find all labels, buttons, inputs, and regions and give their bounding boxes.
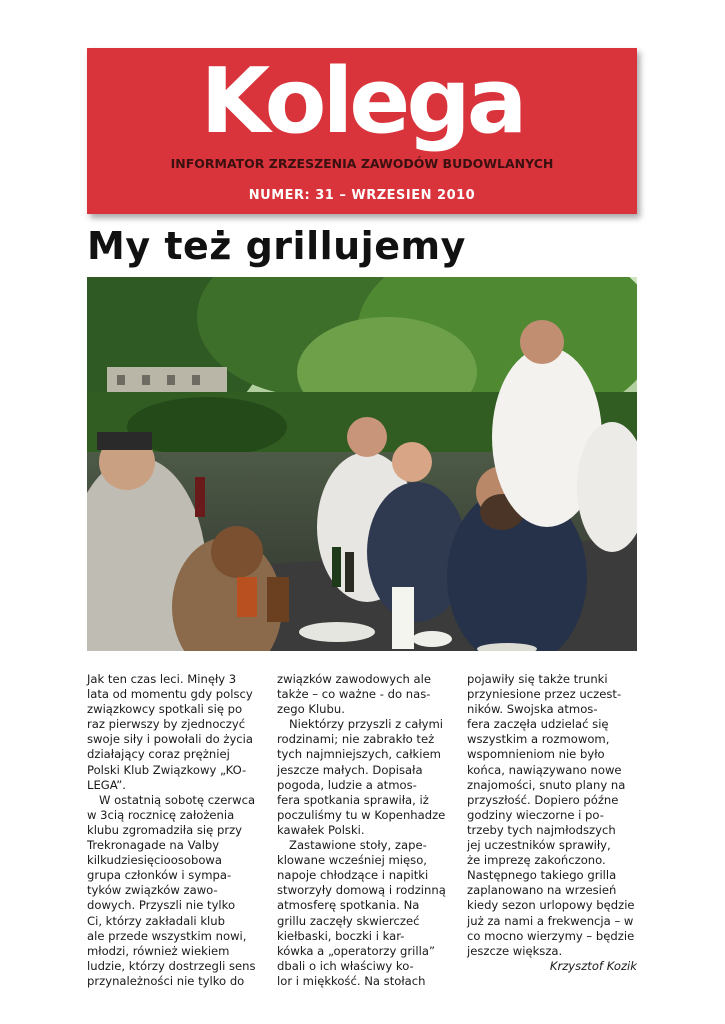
text-line: trzeby tych najmłodszych (467, 822, 616, 837)
text-line: jej uczestników sprawiły, (467, 838, 611, 853)
text-line: raz pierwszy by zjednoczyć (87, 717, 246, 732)
text-line: ale przede wszystkim nowi, (87, 928, 247, 943)
text-line: jeszcze małych. Dopisała (277, 762, 423, 777)
text-line: dbali o ich właściwy ko- (277, 958, 414, 973)
text-line: Jak ten czas leci. Minęły 3 (87, 672, 237, 686)
text-line: kiełbaski, boczki i kar- (277, 928, 405, 943)
text-line: rodzinami; nie zabrakło też (277, 732, 435, 747)
text-line: pojawiły się także trunki (467, 672, 608, 686)
text-line: co mocno wierzymy – będzie (467, 928, 635, 943)
text-line: swoje siły i powołali do życia (87, 732, 254, 747)
text-line: atmosferę spotkania. Na (277, 898, 420, 913)
text-line: pogoda, ludzie a atmos- (277, 777, 417, 792)
text-line: działający coraz prężniej (87, 747, 230, 762)
text-line: jeszcze większa. (467, 943, 563, 958)
text-line: lata od momentu gdy polscy (87, 687, 253, 702)
masthead (87, 48, 637, 214)
text-line: poczuliśmy tu w Kopenhadze (277, 807, 446, 822)
text-line: tyków związków zawo- (87, 883, 218, 898)
text-line: kawałek Polski. (277, 822, 365, 837)
text-line: Trekronagade na Valby (87, 838, 220, 853)
text-line: kiedy sezon urlopowy będzie (467, 898, 635, 913)
article-column-3 (467, 672, 637, 974)
newsletter-subtitle: INFORMATOR ZRZESZENIA ZAWODÓW BUDOWLANYCH (170, 156, 554, 171)
text-line: Następnego takiego grilla (467, 868, 617, 883)
text-line: młodzi, również wiekiem (87, 943, 230, 958)
text-line: ników. Swojska atmos- (467, 702, 598, 717)
group-photo-icon (87, 277, 637, 651)
text-line: zaplanowano na wrzesień (467, 883, 617, 898)
issue-number: NUMER: 31 – WRZESIEN 2010 (248, 188, 476, 203)
text-line: w 3cią rocznicę założenia (87, 807, 235, 822)
text-line: zego Klubu. (277, 702, 345, 717)
text-line: kówka a „operatorzy grilla” (277, 943, 435, 958)
article-photo (87, 277, 637, 651)
text-line: Niektórzy przyszli z całymi (289, 717, 444, 732)
text-line: lor i miękkość. Na stołach (277, 973, 426, 988)
text-line: związków zawodowych ale (277, 672, 431, 686)
text-line: wspomnieniom nie było (467, 747, 605, 762)
article-headline: My też grillujemy (87, 224, 466, 268)
text-line: związkowcy spotkali się po (87, 702, 243, 717)
text-line: Zastawione stoły, zape- (289, 838, 427, 853)
text-line: wszystkim a rozmowom, (467, 732, 610, 747)
text-line: ludzie, którzy dostrzegli sens (87, 958, 256, 973)
text-line: przyniesione przez uczest- (467, 687, 622, 702)
article-column-1 (87, 672, 257, 989)
text-line: przynależności nie tylko do (87, 973, 245, 988)
text-line: kilkudziesięcioosobowa (87, 853, 223, 868)
text-line: fera spotkania sprawiła, iż (277, 792, 429, 807)
text-line: Polski Klub Związkowy „KO- (87, 762, 247, 777)
text-line: znajomości, snuto plany na (467, 777, 626, 792)
text-line: końca, nawiązywano nowe (467, 762, 622, 777)
article-column-2 (277, 672, 447, 989)
text-line: już za nami a frekwencja – w (467, 913, 634, 928)
text-line: klowane wcześniej mięso, (277, 853, 427, 868)
text-line: grillu zaczęły skwierczeć (277, 913, 420, 928)
newsletter-title: Kolega (200, 49, 524, 154)
text-line: godziny wieczorne i po- (467, 807, 604, 822)
text-line: przyszłość. Dopiero późne (467, 792, 619, 807)
text-line: stworzyły domową i rodzinną (277, 883, 446, 898)
text-line: dowych. Przyszli nie tylko (87, 898, 236, 913)
article-author: Krzysztof Kozik (549, 958, 637, 973)
text-line: napoje chłodzące i napitki (277, 868, 429, 883)
text-line: fera zaczęła udzielać się (467, 717, 609, 732)
text-line: także – co ważne - do nas- (277, 687, 431, 702)
text-line: W ostatnią sobotę czerwca (99, 792, 256, 807)
text-line: grupa członków i sympa- (87, 868, 232, 883)
text-line: tych najmniejszych, całkiem (277, 747, 441, 762)
text-line: że imprezę zakończono. (467, 853, 606, 868)
text-line: LEGA”. (87, 777, 126, 792)
text-line: klubu zgromadziła się przy (87, 822, 243, 837)
text-line: Ci, którzy zakładali klub (87, 913, 225, 928)
